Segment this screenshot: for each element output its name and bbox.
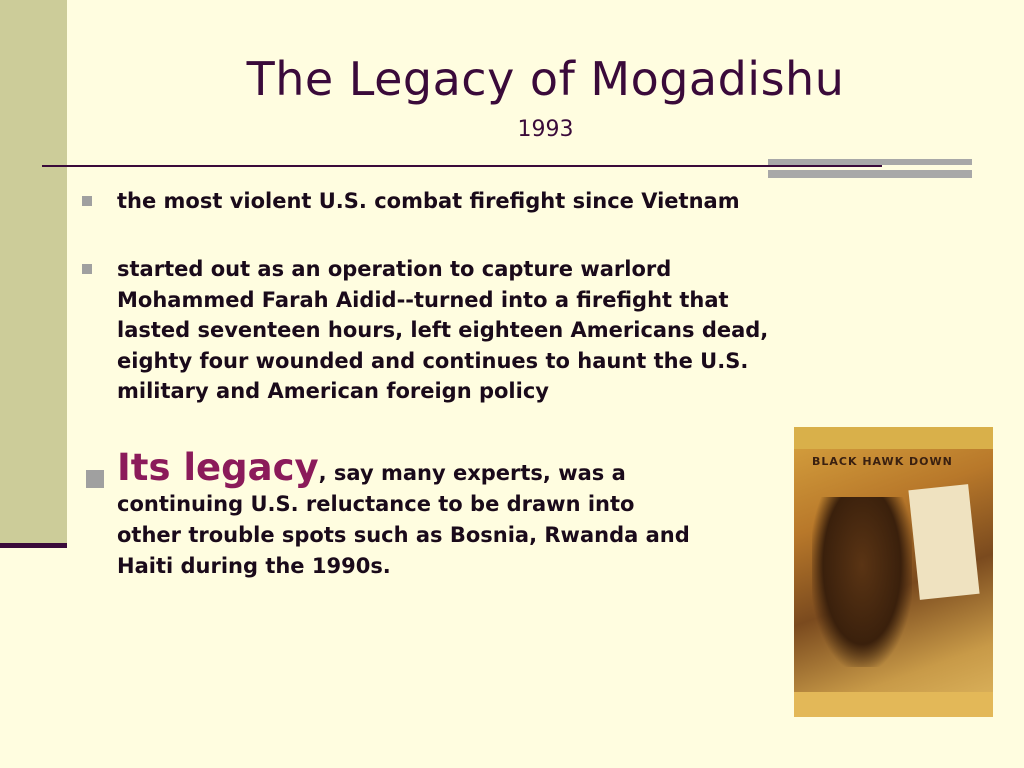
- title-divider-accent: [768, 170, 972, 178]
- bullet-body: , say many experts, was a continuing U.S. reluctance to be drawn into other trouble spots such as Bosnia, Rwanda and Haiti during the 1990s.: [117, 461, 690, 578]
- poster-title: BLACK HAWK DOWN: [812, 455, 953, 468]
- bullet-item: [0, 446, 700, 582]
- poster-card: [908, 484, 979, 600]
- square-bullet-icon: [82, 264, 92, 274]
- poster-footer-band: [794, 692, 993, 717]
- movie-poster-image: [794, 427, 993, 717]
- bullet-text: started out as an operation to capture warlord Mohammed Farah Aidid--turned into a firefight that lasted seventeen hours, left eighteen Americans dead, eighty four wounded and continues to haunt the U.S. military and American foreign policy: [117, 257, 769, 403]
- slide-title: The Legacy of Mogadishu: [246, 52, 845, 106]
- bullet-item: [82, 186, 782, 217]
- slide-subtitle: 1993: [517, 117, 574, 142]
- bullet-highlight: Its legacy: [117, 446, 319, 489]
- bullet-text: the most violent U.S. combat firefight since Vietnam: [117, 189, 740, 213]
- bullet-text: [117, 446, 700, 582]
- square-bullet-icon: [82, 196, 92, 206]
- poster-soldier-figure: [812, 497, 912, 667]
- bullet-item: [82, 254, 782, 407]
- title-divider-accent: [768, 159, 972, 165]
- title-divider: [42, 165, 882, 167]
- square-bullet-icon: [86, 470, 104, 488]
- poster-banner: [794, 427, 993, 449]
